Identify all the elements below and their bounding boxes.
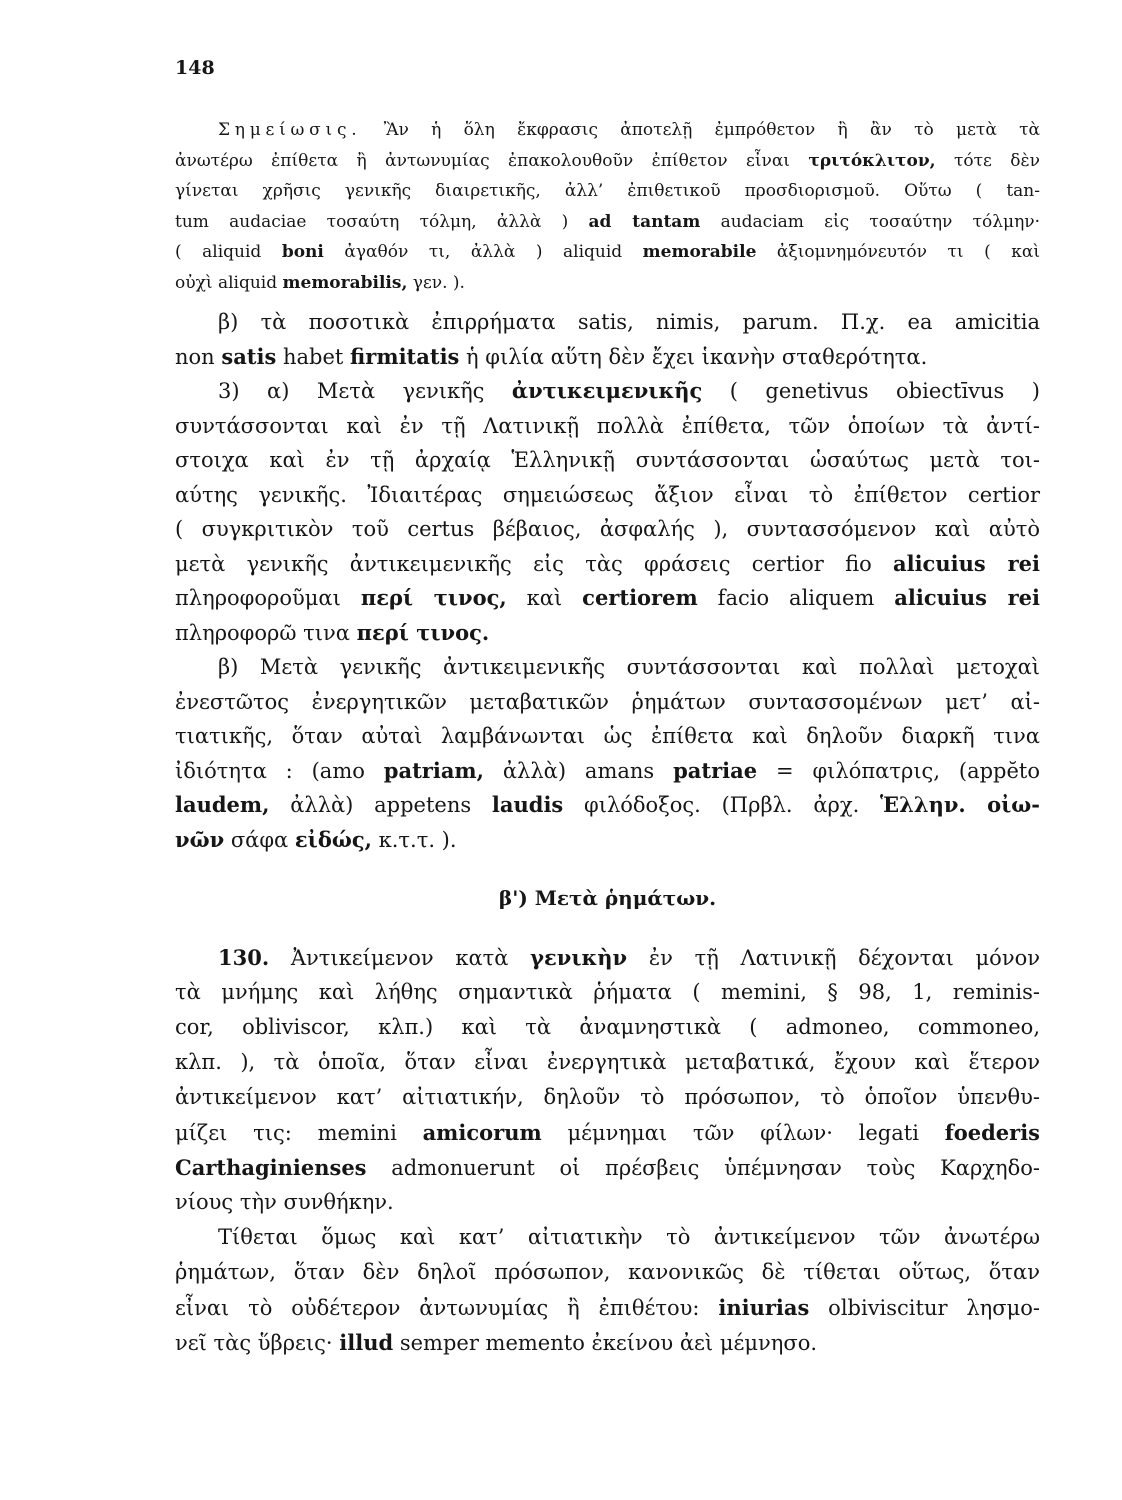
bold-text: firmitatis	[350, 343, 460, 369]
bold-text: patriam,	[383, 757, 484, 783]
note-label: Σημείωσις.	[218, 120, 362, 140]
text-segment: cor, obliviscor, κλπ.) καὶ τὰ ἀναμνηστικὰ ( admoneo, commoneo,	[175, 1015, 1040, 1039]
text-segment: habet	[276, 344, 351, 369]
bold-text: amicorum	[422, 1120, 542, 1145]
bold-text: foederis	[944, 1120, 1040, 1145]
text-line	[175, 823, 1040, 858]
paragraph	[175, 1220, 1040, 1360]
text-line	[175, 788, 1040, 823]
section-b-block	[175, 940, 1040, 1360]
text-segment: τὰ μνήμης καὶ λήθης σημαντικὰ ῥήματα ( memini, § 98, 1, reminis-	[175, 980, 1040, 1004]
bold-text: satis	[221, 343, 277, 369]
bold-text: περί τινος.	[356, 619, 490, 645]
text-segment: οὐχὶ aliquid	[175, 272, 283, 293]
text-segment: κ.τ.τ. ).	[371, 827, 457, 852]
text-segment: ( συγκριτικὸν τοῦ certus βέβαιος, ἀσφαλής ), συντασσόμενον καὶ αὐτὸ	[175, 517, 1040, 541]
text-segment: ἰδιότητα : (amo	[175, 758, 384, 783]
paragraph	[175, 374, 1040, 650]
section-a-block	[175, 305, 1040, 857]
text-segment: νεῖ τὰς ὕβρεις·	[175, 1331, 340, 1355]
bold-text: εἰδώς,	[294, 826, 372, 852]
text-line	[175, 719, 1040, 754]
text-segment: ἀλλὰ) appetens	[269, 793, 492, 817]
text-line	[175, 1290, 1040, 1325]
bold-text: certiorem	[582, 585, 698, 610]
text-segment: πληροφορῶ τινα	[175, 620, 357, 645]
text-line	[175, 443, 1040, 478]
text-line	[175, 512, 1040, 547]
text-line	[175, 268, 1040, 299]
text-line	[175, 1045, 1040, 1080]
text-line	[175, 1010, 1040, 1045]
text-segment: Τίθεται ὅμως καὶ κατ’ αἰτιατικὴν τὸ ἀντικείμενον τῶν ἀνωτέρω	[218, 1225, 1040, 1249]
text-line	[175, 940, 1040, 975]
text-segment: ( aliquid	[175, 242, 282, 263]
text-segment: μέμνημαι τῶν φίλων· legati	[541, 1121, 945, 1145]
text-segment: αύτης γενικῆς. Ἰδιαιτέρας σημειώσεως ἄξιον εἶναι τὸ ἐπίθετον certior	[175, 482, 1040, 507]
text-line	[175, 547, 1040, 582]
text-line	[175, 237, 1040, 268]
bold-text: ad tantam	[588, 211, 701, 232]
bold-text: laudem,	[175, 792, 270, 817]
paragraph	[175, 115, 1040, 299]
text-segment: ἀνωτέρω ἐπίθετα ἢ ἀντωνυμίας ἐπακολουθοῦν ἐπίθετον εἶναι	[175, 150, 809, 171]
text-line	[175, 374, 1040, 409]
text-segment: tum audaciae τοσαύτη τόλμη, ἀλλὰ )	[175, 211, 589, 232]
text-segment: μετὰ γενικῆς ἀντικειμενικῆς εἰς τὰς φράσεις certior fio	[175, 551, 893, 576]
bold-text: γενικὴν	[530, 945, 628, 970]
text-segment: εἶναι τὸ οὐδέτερον ἀντωνυμίας ἢ ἐπιθέτου:	[175, 1296, 719, 1320]
text-segment: φιλόδοξος. (Πρβλ. ἀρχ.	[563, 793, 881, 817]
bold-text: patriae	[673, 757, 758, 783]
text-line	[175, 685, 1040, 720]
bold-text: περί τινος,	[360, 585, 507, 610]
bold-text: Carthaginienses	[175, 1155, 367, 1180]
note-block	[175, 115, 1040, 299]
text-segment: non	[175, 344, 222, 369]
text-segment: νίους τὴν συνθήκην.	[175, 1190, 394, 1214]
text-segment: τιατικῆς, ὅταν αὐταὶ λαμβάνωνται ὡς ἐπίθετα καὶ δηλοῦν διαρκῆ τινα	[175, 724, 1040, 748]
text-segment: Ἀντικείμενον κατὰ	[269, 946, 531, 970]
bold-text: ἀντικειμενικῆς	[511, 378, 703, 403]
bold-text: Ἑλλην. οἰω-	[880, 792, 1040, 817]
text-line	[175, 1080, 1040, 1115]
text-line	[175, 754, 1040, 789]
text-segment: = φιλόπατρις, (appĕto	[757, 758, 1040, 783]
paragraph	[175, 305, 1040, 374]
text-segment: 3) α) Μετὰ γενικῆς	[218, 379, 512, 403]
text-line	[175, 176, 1040, 207]
bold-text: illud	[339, 1330, 394, 1355]
text-line	[175, 581, 1040, 616]
text-line	[175, 650, 1040, 685]
text-line	[175, 207, 1040, 238]
text-line	[175, 1325, 1040, 1360]
text-line	[175, 1255, 1040, 1290]
bold-text: τριτόκλιτον,	[808, 150, 936, 171]
text-segment: β) Μετὰ γενικῆς ἀντικειμενικῆς συντάσσονται καὶ πολλαὶ μετοχαὶ	[218, 655, 1040, 679]
text-line	[175, 409, 1040, 444]
text-line	[175, 1220, 1040, 1255]
bold-text: laudis	[491, 792, 564, 817]
page-number: 148	[175, 57, 215, 79]
bold-text: iniurias	[718, 1295, 810, 1320]
text-segment: semper memento ἐκείνου ἀεὶ μέμνησο.	[393, 1331, 818, 1355]
text-segment: συντάσσονται καὶ ἐν τῇ Λατινικῇ πολλὰ ἐπίθετα, τῶν ὁποίων τὰ ἀντί-	[175, 413, 1040, 438]
text-segment: γεν. ).	[407, 272, 465, 293]
text-segment: β) τὰ ποσοτικὰ ἐπιρρήματα satis, nimis, parum. Π.χ. ea amicitia	[218, 310, 1040, 334]
text-segment: μίζει τις: memini	[175, 1121, 423, 1145]
bold-text: alicuius rei	[893, 550, 1040, 576]
bold-text: νῶν	[175, 826, 225, 852]
text-line	[175, 975, 1040, 1010]
text-line	[175, 1185, 1040, 1220]
text-segment: facio aliquem	[697, 586, 895, 610]
text-segment: καὶ	[506, 586, 583, 610]
paragraph	[175, 940, 1040, 1220]
text-segment: ( genetivus obiectīvus )	[702, 379, 1040, 403]
text-line	[175, 478, 1040, 513]
bold-text: boni	[281, 242, 324, 263]
text-segment: audaciam εἰς τοσαύτην τόλμην·	[700, 211, 1041, 232]
text-line	[175, 146, 1040, 177]
text-segment: admonuerunt οἱ πρέσβεις ὑπέμνησαν τοὺς Καρχηδο-	[366, 1156, 1040, 1180]
text-segment: σάφα	[224, 827, 295, 852]
text-segment: ἀλλὰ) amans	[483, 758, 674, 783]
bold-text: 130.	[218, 945, 270, 970]
text-segment: ῥημάτων, ὅταν δὲν δηλοῖ πρόσωπον, κανονικῶς δὲ τίθεται οὕτως, ὅταν	[175, 1260, 1040, 1284]
text-segment: ἀντικείμενον κατ’ αἰτιατικήν, δηλοῦν τὸ πρόσωπον, τὸ ὁποῖον ὑπενθυ-	[175, 1085, 1040, 1109]
text-segment: ἀξιομνημόνευτόν τι ( καὶ	[756, 242, 1040, 263]
bold-text: memorabile	[642, 242, 757, 263]
text-segment: ἐνεστῶτος ἐνεργητικῶν μεταβατικῶν ῥημάτων συντασσομένων μετ’ αἰ-	[175, 689, 1040, 714]
text-segment: στοιχα καὶ ἐν τῇ ἀρχαίᾳ Ἑλληνικῇ συντάσσονται ὡσαύτως μετὰ τοι-	[175, 448, 1040, 472]
text-line	[175, 305, 1040, 340]
text-segment: ἀγαθόν τι, ἀλλὰ ) aliquid	[323, 242, 643, 263]
text-segment: γίνεται χρῆσις γενικῆς διαιρετικῆς, ἀλλ’ ἐπιθετικοῦ προσδιορισμοῦ. Οὕτω ( tan-	[175, 181, 1040, 202]
text-line	[175, 1150, 1040, 1185]
text-segment: ἐν τῇ Λατινικῇ δέχονται μόνον	[627, 946, 1041, 970]
text-line	[175, 340, 1040, 375]
text-line	[175, 115, 1040, 146]
text-line	[175, 616, 1040, 651]
text-segment: ἡ φιλία αὕτη δὲν ἔχει ἱκανὴν σταθερότητα.	[459, 344, 928, 369]
text-segment: olbiviscitur λησμο-	[809, 1296, 1040, 1320]
text-segment: τότε δὲν	[935, 150, 1040, 171]
bold-text: alicuius rei	[894, 585, 1040, 610]
text-line	[175, 1115, 1040, 1150]
text-segment: κλπ. ), τὰ ὁποῖα, ὅταν εἶναι ἐνεργητικὰ μεταβατικά, ἔχουν καὶ ἕτερον	[175, 1050, 1040, 1074]
text-segment: πληροφοροῦμαι	[175, 586, 361, 610]
paragraph	[175, 650, 1040, 857]
text-segment: Ἂν ἡ ὅλη ἔκφρασις ἀποτελῇ ἐμπρόθετον ἢ ἂν τὸ μετὰ τὰ	[361, 120, 1040, 140]
section-subheading: β') Μετὰ ῥημάτων.	[498, 886, 717, 910]
bold-text: memorabilis,	[282, 272, 408, 293]
